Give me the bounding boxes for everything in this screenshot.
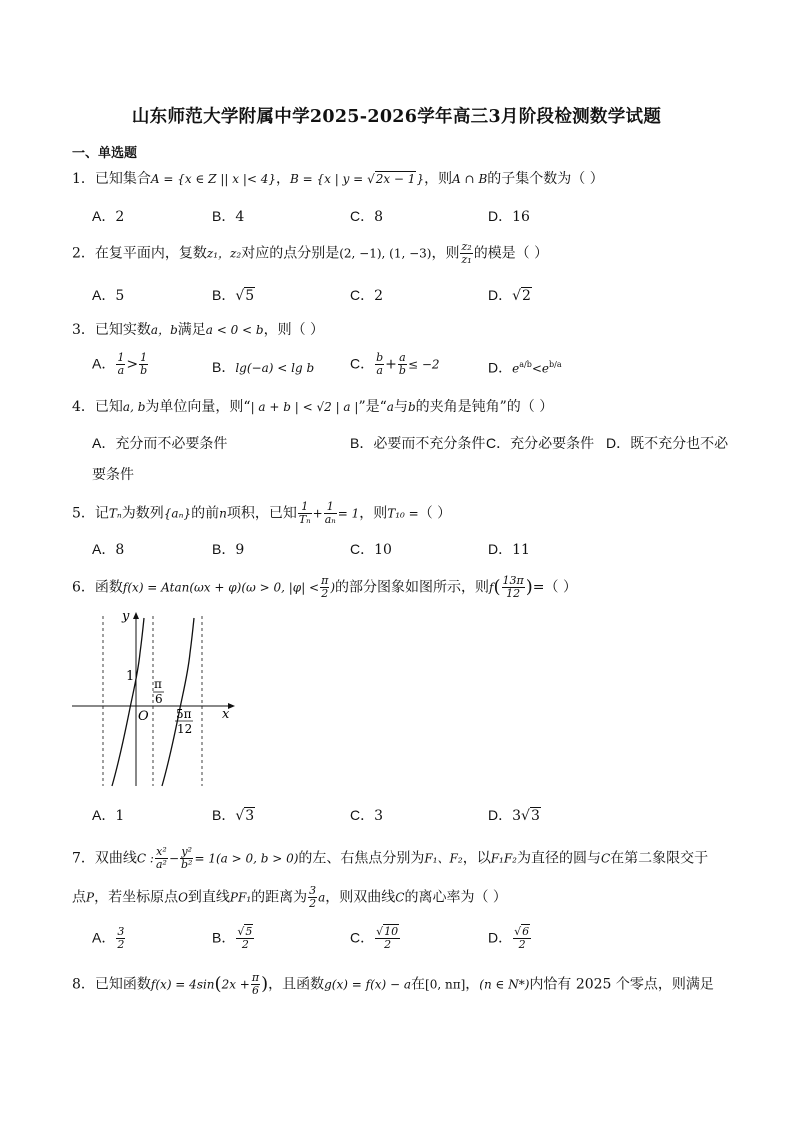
math-set-b: B = {x | y = √2x − 1} (290, 172, 425, 186)
math-g: g(x) = f(x) − a (324, 977, 412, 992)
question-text: =（ ） (532, 579, 577, 596)
math-fraction (375, 352, 384, 377)
question-text: ，则 (431, 245, 460, 262)
math-tn: Tₙ (108, 506, 122, 521)
option-text: 5 (115, 288, 125, 304)
math-function: f(x) = Atan(ωx + φ)(ω > 0, |φ| < (122, 580, 320, 595)
frac-num: 5 (245, 925, 253, 938)
math-pf1: PF₁ (229, 890, 252, 905)
math-c: C (600, 851, 611, 866)
frac-den: 6 (251, 984, 259, 997)
math-op: < (531, 361, 542, 376)
option-text: 11 (512, 542, 530, 558)
option-label: B． (212, 807, 236, 823)
frac-num: 1 (140, 351, 148, 364)
question-text: 已知集合 (94, 171, 151, 187)
math-eq: = 1(a > 0, b > 0) (194, 851, 299, 866)
option-c[interactable] (350, 926, 401, 951)
option-d[interactable] (488, 356, 562, 378)
math-fraction (251, 972, 260, 997)
option-c[interactable] (350, 286, 383, 305)
option-label: D． (488, 208, 513, 224)
x-axis-label: x (222, 707, 230, 722)
y-axis-label: y (122, 609, 130, 624)
question-number: 8． (72, 976, 95, 993)
question-7 (72, 846, 708, 871)
option-text: 3 (530, 808, 540, 824)
curve-branch-2 (162, 618, 194, 786)
option-text: 3 (374, 808, 384, 824)
math-z: z₁，z₂ (206, 246, 242, 261)
option-coef: 3 (512, 808, 522, 824)
option-d-wrap (92, 466, 134, 484)
question-number: 4． (72, 399, 95, 415)
option-b[interactable] (212, 926, 255, 951)
question-text: 的距离为 (251, 889, 308, 906)
option-label: C． (350, 208, 375, 224)
tick-label-one: 1 (126, 669, 135, 684)
question-text: 的左、右焦点分别为 (298, 850, 425, 867)
question-text: 已知 (94, 399, 123, 415)
math-fraction: $\frac{√5}{2}$ (237, 925, 253, 951)
question-text: 与 (393, 399, 408, 415)
tick-label-pi6-den: 6 (155, 692, 163, 706)
question-text: ，则 (424, 171, 453, 187)
math-exponent: b/a (549, 360, 562, 369)
math-fraction (116, 926, 125, 951)
option-a[interactable] (92, 207, 124, 226)
frac-den: aₙ (324, 513, 336, 526)
option-text: 要条件 (92, 467, 134, 483)
question-text: 对应的点分别是 (241, 245, 340, 262)
math-foci: F₁、F₂ (424, 851, 463, 866)
question-text: 记 (94, 505, 109, 522)
question-5 (72, 501, 451, 526)
option-label: D． (606, 435, 631, 451)
frac-den: b (140, 364, 148, 377)
math-fraction (139, 352, 148, 377)
tick-label-pi6-num: π (154, 677, 162, 691)
question-text: 的部分图象如图所示，则 (335, 579, 490, 596)
option-c[interactable] (350, 207, 383, 226)
math-fraction (324, 501, 337, 526)
frac-num: 10 (384, 925, 399, 938)
option-d[interactable] (606, 434, 728, 453)
section-heading: 一、单选题 (72, 146, 138, 161)
frac-den: a (117, 364, 125, 377)
curve-branch-1 (112, 618, 144, 786)
question-text: ，则（ ） (263, 322, 325, 338)
option-text: 9 (235, 542, 245, 558)
question-text: ，则 (359, 505, 388, 522)
frac-den: b (398, 364, 406, 377)
option-a[interactable] (92, 926, 126, 951)
option-text: 5 (245, 288, 255, 304)
question-text: ，则双曲线 (325, 889, 396, 906)
frac-den: 2 (384, 938, 392, 951)
question-text: 的模是（ ） (473, 245, 549, 262)
question-text: 项积，已知 (226, 505, 297, 522)
option-label: A． (92, 541, 116, 557)
math-intersection: A ∩ B (452, 172, 488, 186)
option-b[interactable]: B．√5 (212, 287, 255, 304)
frac-num: π (251, 971, 260, 984)
question-text: 为数列 (121, 505, 164, 522)
frac-num: 13π (502, 574, 524, 587)
frac-num: 1 (298, 501, 312, 514)
option-label: C． (350, 287, 375, 303)
option-text: lg(−a) < lg b (235, 361, 315, 375)
option-label: C． (350, 929, 375, 946)
option-b[interactable] (212, 358, 314, 377)
math-fraction (308, 885, 317, 910)
option-label: A． (92, 929, 116, 946)
option-label: A． (92, 435, 116, 451)
math-e: e (512, 361, 520, 376)
frac-den: b² (181, 858, 193, 871)
frac-den: a (376, 364, 383, 377)
question-text: ，以 (462, 850, 491, 867)
math-vectors: a, b (122, 400, 146, 414)
tick-label-5pi12-den: 12 (177, 722, 193, 736)
option-text: 8 (115, 542, 125, 558)
frac-den: 2 (321, 587, 329, 600)
math-arg: 2x + (221, 977, 250, 992)
math-t10: T₁₀ = (387, 506, 419, 521)
math-f1f2: F₁F₂ (490, 851, 517, 866)
frac-den: z₁ (461, 253, 472, 266)
math-fraction (320, 575, 329, 600)
question-text: 函数 (94, 579, 123, 596)
math-radicand: 2x − 1 (375, 172, 416, 186)
option-c[interactable] (350, 352, 440, 377)
punct: ， (276, 171, 291, 187)
frac-num: 1 (117, 351, 125, 364)
punct: ， (465, 976, 480, 993)
option-label: D． (488, 359, 513, 376)
frac-den: 2 (117, 938, 125, 951)
question-text: 为单位向量，则“ (145, 399, 251, 415)
option-d[interactable] (488, 207, 530, 226)
math-sequence: {aₙ} (163, 506, 192, 521)
question-7-line-2 (72, 885, 507, 910)
question-2 (72, 241, 548, 266)
option-label: C． (350, 807, 375, 823)
question-text: 双曲线 (94, 850, 137, 867)
math-op: + (312, 506, 323, 521)
option-text: 8 (374, 209, 384, 225)
option-label: C． (350, 541, 375, 557)
option-label: C． (350, 355, 375, 372)
math-vector-a: a (386, 400, 394, 414)
option-label: B． (212, 208, 236, 224)
question-text: ”是“ (358, 399, 387, 415)
question-3 (72, 321, 324, 339)
question-number: 2． (72, 245, 95, 262)
option-text: 充分而不必要条件 (115, 436, 228, 452)
math-function: f(x) = 4sin (150, 977, 215, 992)
option-a[interactable] (92, 540, 124, 559)
option-label: A． (92, 355, 116, 372)
math-c: C (395, 890, 405, 905)
frac-num: 1 (324, 501, 337, 514)
option-text: 4 (235, 209, 245, 225)
option-label: B． (212, 287, 236, 303)
math-condition: | a + b | < √2 | a | (250, 400, 359, 414)
question-4 (72, 398, 553, 416)
math-c: C : (136, 851, 154, 866)
question-text: 的子集个数为（ ） (487, 171, 604, 187)
math-fraction (180, 846, 193, 871)
math-relation: ≤ −2 (407, 357, 440, 372)
frac-num: 3 (117, 925, 125, 938)
question-text: 为直径的圆与 (516, 850, 601, 867)
math-points: (2, −1), (1, −3) (339, 246, 432, 261)
math-a: a (318, 890, 326, 905)
frac-num: b (376, 351, 384, 364)
question-number: 1． (72, 171, 95, 187)
option-b[interactable] (350, 434, 485, 453)
math-p: P (86, 890, 95, 905)
question-text: 已知实数 (94, 322, 151, 338)
math-condition: a < 0 < b (205, 323, 264, 337)
frac-num: 3 (309, 884, 317, 897)
math-fraction: $\frac{√10}{2}$ (376, 925, 399, 951)
frac-den: 2 (309, 897, 317, 910)
question-text: 的前 (191, 505, 220, 522)
math-vars: a，b (150, 323, 178, 337)
option-a[interactable] (92, 434, 227, 453)
option-label: A． (92, 208, 116, 224)
option-label: C． (486, 435, 511, 451)
question-number: 3． (72, 322, 95, 338)
option-b[interactable] (212, 207, 244, 226)
option-c[interactable] (486, 434, 594, 453)
option-label: B． (212, 541, 236, 557)
frac-num: π (321, 574, 329, 587)
option-label: D． (488, 929, 513, 946)
math-paren: ) (330, 580, 336, 595)
question-text: 已知函数 (94, 976, 151, 993)
option-c[interactable] (350, 540, 392, 559)
question-text: 到直线 (187, 889, 230, 906)
question-1 (72, 170, 604, 188)
question-text: 在第二象限交于 (610, 850, 709, 867)
question-number: 6． (72, 579, 95, 596)
math-exponent: a/b (519, 360, 532, 369)
option-label: B． (212, 359, 236, 375)
tick-label-5pi12-num: 5π (176, 707, 192, 721)
option-a[interactable] (92, 806, 124, 825)
question-8: 8．已知函数f(x) = 4sin(2x + $\frac{\pi}{6}$ )，且函数g(x) = f(x) − a在[0, nπ]，(n ∈ N*)内恰有 2025 个零点，则满足 (72, 971, 714, 997)
option-text: 既不充分也不必 (630, 436, 729, 452)
origin-label: O (138, 709, 149, 724)
y-axis-arrow (133, 612, 139, 619)
math-part: } (416, 172, 425, 186)
option-a[interactable] (92, 352, 149, 377)
question-text: ，且函数 (268, 976, 325, 993)
frac-num: 6 (522, 925, 530, 938)
math-f: f (489, 580, 494, 595)
option-text: 10 (374, 542, 392, 558)
math-n-condition: (n ∈ N*) (479, 977, 530, 992)
question-text: （ ） (418, 505, 452, 522)
question-number: 7． (72, 850, 95, 867)
math-fraction (460, 241, 472, 266)
frac-num: a (399, 351, 406, 364)
page-title: 山东师范大学附属中学2025-2026学年高三3月阶段检测数学试题 (131, 107, 662, 127)
option-label: D． (488, 287, 513, 303)
question-text: 的离心率为（ ） (404, 889, 507, 906)
math-fraction (116, 352, 125, 377)
option-d[interactable]: D．√2 (488, 287, 531, 304)
option-text: 必要而不充分条件 (373, 436, 486, 452)
option-label: B． (350, 435, 374, 451)
option-d[interactable] (488, 926, 532, 951)
option-text: 充分必要条件 (510, 436, 595, 452)
question-text: ，若坐标原点 (94, 889, 179, 906)
frac-den: Tₙ (298, 513, 311, 526)
tangent-graph-figure (72, 608, 242, 788)
math-e: e (541, 361, 549, 376)
math-fraction (298, 501, 312, 526)
question-text: 在 (411, 976, 426, 993)
frac-num: x² (156, 845, 167, 858)
math-n: n (219, 506, 227, 521)
question-6: 6．函数f(x) = Atan(ωx + φ)(ω > 0, |φ| < $\frac{\pi}{2}$ )的部分图象如图所示，则f( $\frac{13\pi}{12}$ )=（ ） (72, 574, 577, 600)
option-b[interactable]: B．√3 (212, 807, 255, 824)
frac-num: y² (181, 845, 193, 858)
option-b[interactable] (212, 540, 244, 559)
option-d[interactable] (488, 540, 530, 559)
frac-den: 2 (518, 938, 526, 951)
math-fraction (398, 352, 407, 377)
option-text: 3 (245, 808, 255, 824)
option-c[interactable] (350, 806, 383, 825)
option-label: A． (92, 287, 116, 303)
option-label: B． (212, 929, 236, 946)
option-text: 2 (522, 288, 531, 304)
frac-den: 2 (241, 938, 249, 951)
math-fraction: $\frac{√6}{2}$ (514, 925, 530, 951)
option-label: D． (488, 541, 513, 557)
math-op: + (385, 356, 397, 373)
question-text: 满足 (177, 322, 206, 338)
option-text: 2 (374, 288, 384, 304)
option-text: 16 (512, 209, 530, 225)
option-label: A． (92, 807, 116, 823)
option-a[interactable] (92, 286, 124, 305)
math-fraction (155, 846, 168, 871)
math-interval: [0, nπ] (425, 977, 466, 992)
question-text: 内恰有 2025 个零点，则满足 (529, 976, 714, 993)
option-d[interactable]: D．3√3 (488, 807, 540, 824)
question-text: 在复平面内，复数 (94, 245, 207, 262)
option-text: 2 (115, 209, 125, 225)
math-vector-b: b (407, 400, 416, 414)
option-text: 1 (115, 808, 125, 824)
question-text: 的夹角是钝角”的（ ） (415, 399, 554, 415)
math-fraction (502, 575, 525, 600)
math-o: O (178, 890, 188, 905)
math-eq: = 1 (337, 506, 360, 521)
option-label: D． (488, 807, 513, 823)
question-text: 点 (72, 889, 86, 906)
question-number: 5． (72, 505, 95, 522)
math-op: > (126, 356, 139, 373)
math-part: B = {x | y = (290, 172, 368, 186)
frac-den: a² (155, 858, 167, 871)
frac-den: 12 (506, 587, 521, 600)
math-op: − (168, 851, 179, 866)
math-set-a: A = {x ∈ Z || x |< 4} (150, 172, 277, 186)
frac-num: z₂ (461, 240, 472, 253)
